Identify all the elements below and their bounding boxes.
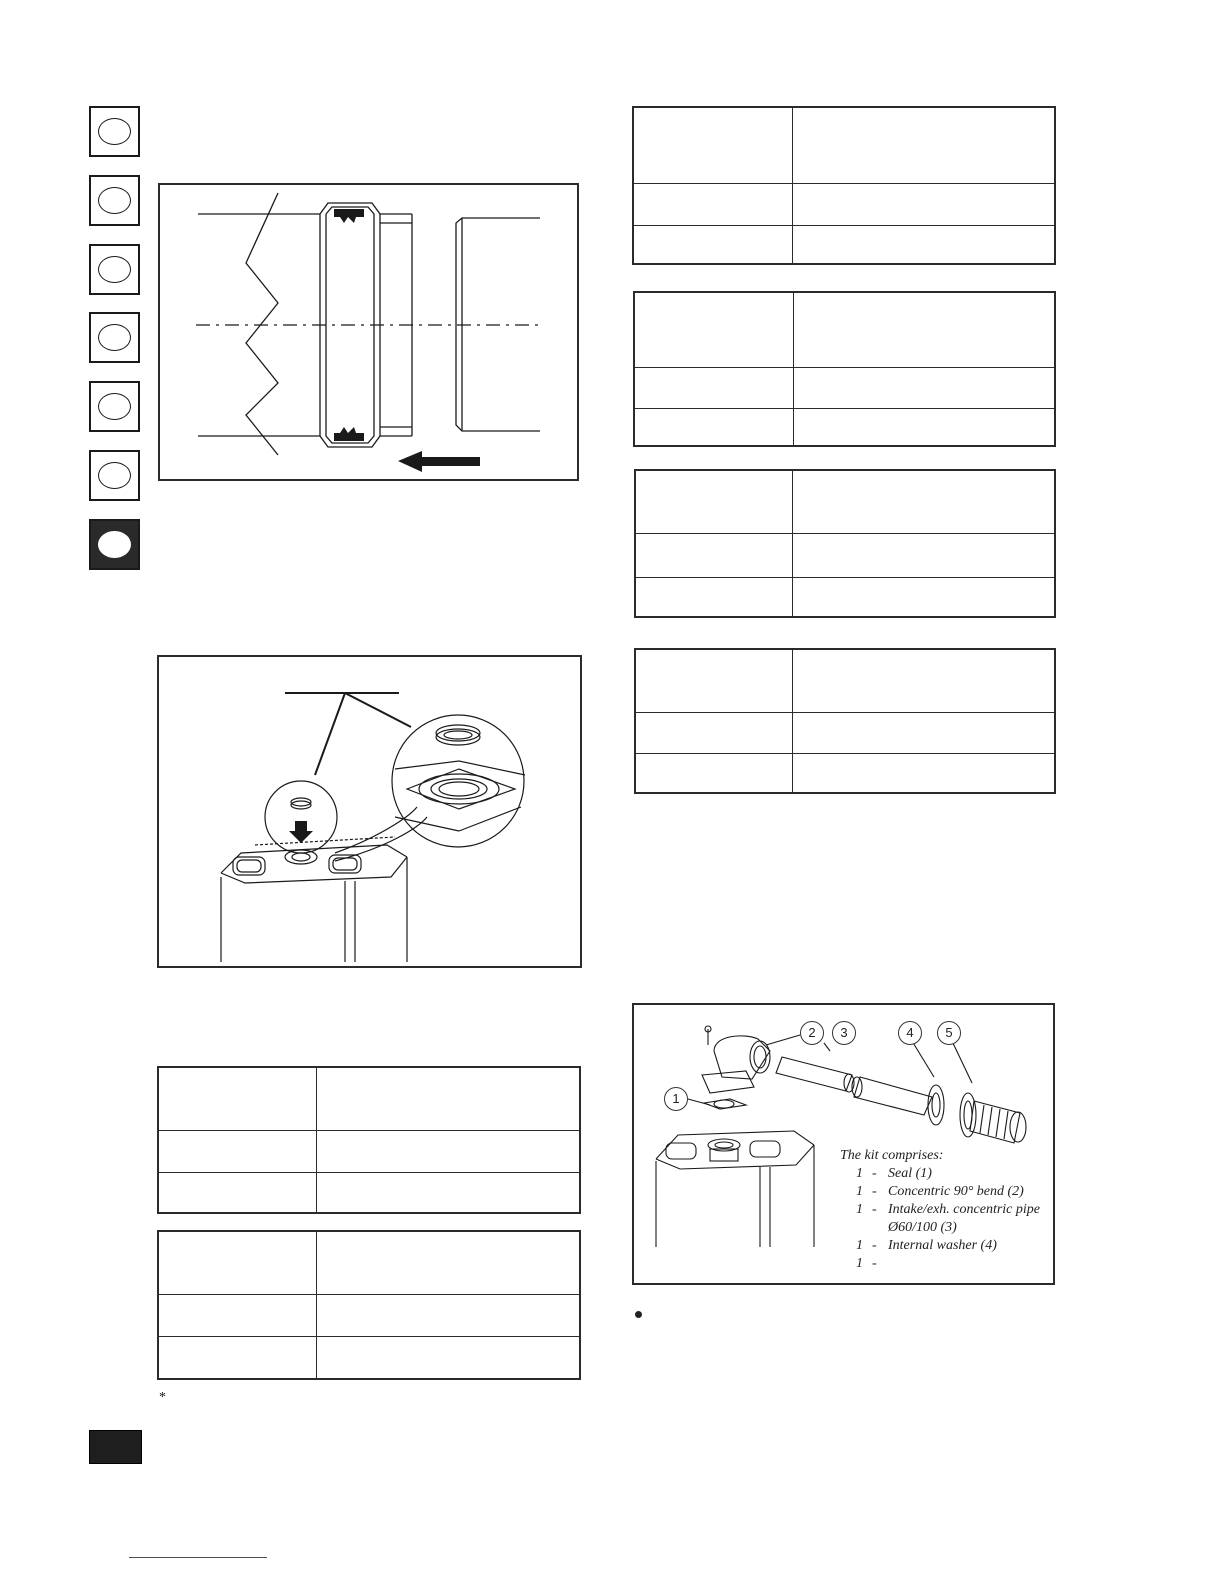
footnote-asterisk: * bbox=[159, 1390, 166, 1405]
spec-table-4 bbox=[634, 648, 1056, 794]
kit-item: 1 - Intake/exh. concentric pipe bbox=[856, 1202, 1040, 1217]
table-cell bbox=[793, 649, 1056, 712]
boiler-seal-drawing bbox=[159, 657, 580, 966]
kit-heading: The kit comprises: bbox=[840, 1148, 944, 1163]
table-cell bbox=[635, 577, 793, 617]
table-cell bbox=[158, 1130, 317, 1172]
page-number-tab bbox=[89, 1430, 142, 1464]
bullet-point bbox=[635, 1311, 642, 1318]
language-oval-icon bbox=[98, 324, 131, 351]
part-number-1: 1 bbox=[664, 1087, 688, 1111]
part-number-4: 4 bbox=[898, 1021, 922, 1045]
table-cell bbox=[317, 1067, 581, 1130]
down-arrow-icon bbox=[289, 821, 313, 843]
table-cell bbox=[635, 533, 793, 577]
table-cell bbox=[158, 1336, 317, 1379]
table-cell bbox=[793, 470, 1056, 533]
table-cell bbox=[633, 107, 793, 183]
spec-table-2 bbox=[633, 291, 1056, 447]
table-cell bbox=[635, 712, 793, 753]
table-cell bbox=[793, 533, 1056, 577]
language-oval-icon bbox=[98, 118, 131, 145]
kit-item: 1 - Internal washer (4) bbox=[856, 1238, 997, 1253]
table-cell bbox=[317, 1294, 581, 1336]
part-number-5: 5 bbox=[937, 1021, 961, 1045]
kit-item: 1 - bbox=[856, 1256, 877, 1271]
table-cell bbox=[317, 1231, 581, 1294]
table-cell bbox=[793, 225, 1056, 264]
kit-item: 1 - Concentric 90° bend (2) bbox=[856, 1184, 1024, 1199]
table-cell bbox=[794, 292, 1056, 367]
table-cell bbox=[635, 649, 793, 712]
footer-link-underline bbox=[129, 1557, 267, 1558]
table-cell bbox=[634, 292, 794, 367]
table-cell bbox=[634, 408, 794, 446]
language-tab-2[interactable] bbox=[89, 175, 140, 226]
table-cell bbox=[158, 1067, 317, 1130]
language-oval-icon bbox=[98, 393, 131, 420]
table-cell bbox=[793, 577, 1056, 617]
spec-table-6 bbox=[157, 1230, 581, 1380]
table-cell bbox=[158, 1172, 317, 1213]
table-cell bbox=[158, 1294, 317, 1336]
table-cell bbox=[633, 225, 793, 264]
language-tab-5[interactable] bbox=[89, 381, 140, 432]
table-cell bbox=[634, 367, 794, 408]
table-cell bbox=[794, 367, 1056, 408]
spec-table-3 bbox=[634, 469, 1056, 618]
kit-item: Ø60/100 (3) bbox=[888, 1220, 957, 1235]
table-cell bbox=[793, 107, 1056, 183]
table-cell bbox=[793, 712, 1056, 753]
kit-item: 1 - Seal (1) bbox=[856, 1166, 932, 1181]
table-cell bbox=[793, 183, 1056, 225]
table-cell bbox=[794, 408, 1056, 446]
language-tab-7-active[interactable] bbox=[89, 519, 140, 570]
table-cell bbox=[317, 1172, 581, 1213]
language-tab-1[interactable] bbox=[89, 106, 140, 157]
kit-figure bbox=[632, 1003, 1055, 1285]
spec-table-1 bbox=[632, 106, 1056, 265]
language-oval-icon bbox=[98, 187, 131, 214]
insert-direction-arrow-icon bbox=[398, 451, 480, 472]
language-oval-icon bbox=[98, 531, 131, 558]
table-cell bbox=[793, 753, 1056, 793]
kit-contents-list bbox=[840, 1147, 1040, 1273]
spec-table-5 bbox=[157, 1066, 581, 1214]
pipe-joint-drawing bbox=[160, 185, 577, 479]
language-oval-icon bbox=[98, 256, 131, 283]
part-number-3: 3 bbox=[832, 1021, 856, 1045]
table-cell bbox=[317, 1336, 581, 1379]
table-cell bbox=[317, 1130, 581, 1172]
language-tab-6[interactable] bbox=[89, 450, 140, 501]
table-cell bbox=[158, 1231, 317, 1294]
table-cell bbox=[635, 470, 793, 533]
table-cell bbox=[633, 183, 793, 225]
table-cell bbox=[635, 753, 793, 793]
language-oval-icon bbox=[98, 462, 131, 489]
boiler-seal-figure bbox=[157, 655, 582, 968]
language-tab-4[interactable] bbox=[89, 312, 140, 363]
part-number-2: 2 bbox=[800, 1021, 824, 1045]
language-tab-3[interactable] bbox=[89, 244, 140, 295]
pipe-joint-figure bbox=[158, 183, 579, 481]
